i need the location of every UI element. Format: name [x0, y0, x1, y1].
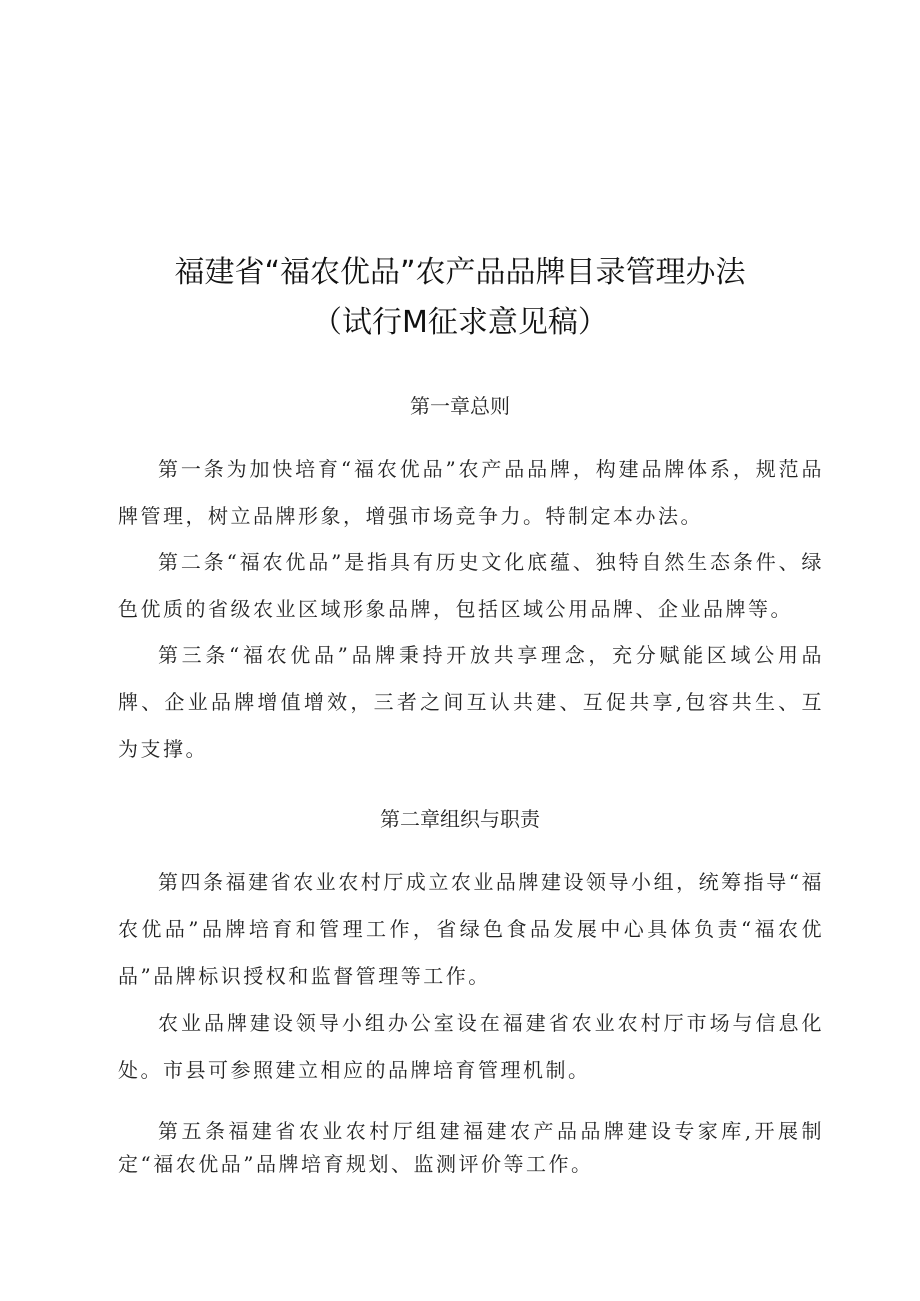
article-1-paragraph: 第一条为加快培育“福农优品”农产品品牌，构建品牌体系，规范品牌管理，树立品牌形象，增强市场竞争力。特制定本办法。: [118, 457, 824, 528]
article-4-paragraph: 第四条福建省农业农村厅成立农业品牌建设领导小组，统筹指导“福农优品”品牌培育和管理工作，省绿色食品发展中心具体负责“福农优品”品牌标识授权和监督管理等工作。: [118, 870, 824, 988]
chapter-heading-organization: 第二章组织与职责: [380, 807, 540, 831]
article-5-paragraph: 第五条福建省农业农村厅组建福建农产品品牌建设专家库,开展制定“福农优品”品牌培育规划、监测评价等工作。: [118, 1119, 824, 1176]
office-location-paragraph: 农业品牌建设领导小组办公室设在福建省农业农村厅市场与信息化处。市县可参照建立相应的品牌培育管理机制。: [118, 1011, 824, 1082]
article-3-paragraph: 第三条“福农优品”品牌秉持开放共享理念，充分赋能区域公用品牌、企业品牌增值增效，三者之间互认共建、互促共享,包容共生、互为支撑。: [118, 643, 824, 761]
chapter-heading-general: 第一章总则: [410, 394, 510, 418]
article-2-paragraph: 第二条“福农优品”是指具有历史文化底蕴、独特自然生态条件、绿色优质的省级农业区域形象品牌，包括区域公用品牌、企业品牌等。: [118, 550, 824, 621]
document-title: 福建省“福农优品”农产品品牌目录管理办法: [174, 255, 746, 290]
document-subtitle: （试行M征求意见稿）: [312, 305, 608, 340]
